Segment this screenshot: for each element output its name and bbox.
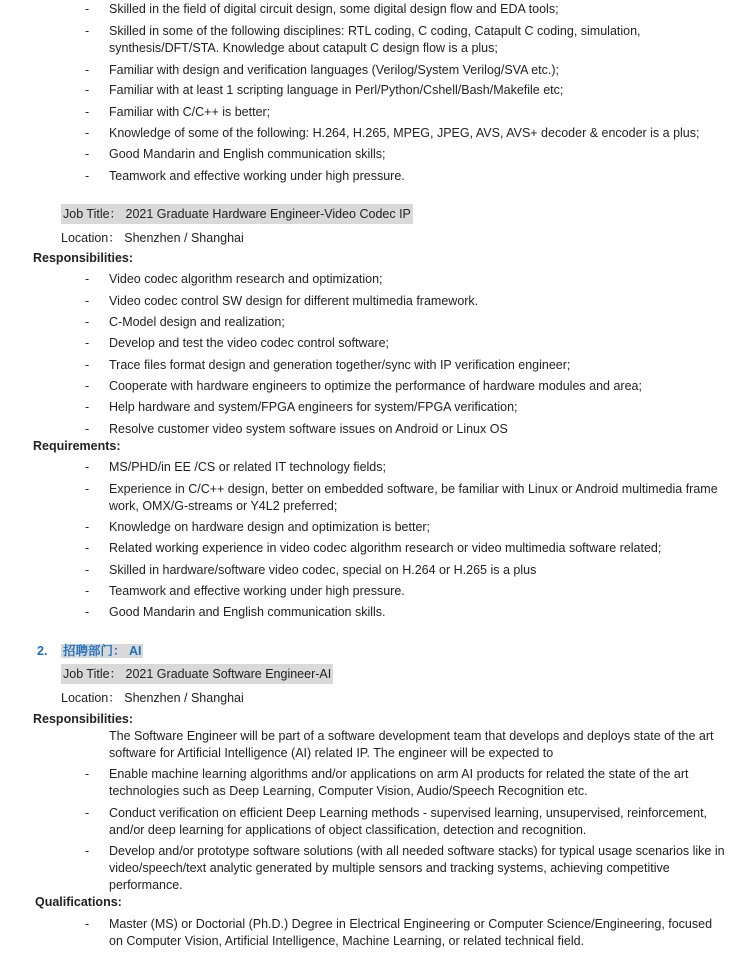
list-item: - Develop and/or prototype software solutions (with all needed software stacks) for typical usage scenarios like in video/speech/text analytic generated by multiple sensors and tracking systems, achieving competitive performance.: [109, 843, 729, 894]
list-item: - C-Model design and realization;: [109, 314, 729, 331]
list-item: - Teamwork and effective working under high pressure.: [109, 583, 729, 600]
list-item: - Familiar with C/C++ is better;: [109, 104, 729, 121]
list-item: - Good Mandarin and English communication skills.: [109, 604, 729, 621]
section-number: 2.: [37, 644, 48, 658]
job-location: Location： Shenzhen / Shanghai: [61, 231, 244, 245]
job-title: Job Title： 2021 Graduate Software Engineer-AI: [61, 664, 333, 684]
list-item: - Related working experience in video codec algorithm research or video multimedia software related;: [109, 540, 729, 557]
list-item: - Familiar with design and verification languages (Verilog/System Verilog/SVA etc.);: [109, 62, 729, 79]
qualifications-heading: Qualifications:: [35, 895, 122, 909]
job-location: Location： Shenzhen / Shanghai: [61, 691, 244, 705]
list-item: - Trace files format design and generation together/sync with IP verification engineer;: [109, 357, 729, 374]
list-item: - Familiar with at least 1 scripting language in Perl/Python/Cshell/Bash/Makefile etc;: [109, 82, 729, 99]
list-item: - Video codec control SW design for different multimedia framework.: [109, 293, 729, 310]
list-item: - Good Mandarin and English communication skills;: [109, 146, 729, 163]
list-item: - Conduct verification on efficient Deep Learning methods - supervised learning, unsupervised, reinforcement, and/or deep learning for applications of object classification, detection and recognition.: [109, 805, 729, 839]
list-item: - Video codec algorithm research and optimization;: [109, 271, 729, 288]
list-item: - MS/PHD/in EE /CS or related IT technology fields;: [109, 459, 729, 476]
list-item: - Help hardware and system/FPGA engineers for system/FPGA verification;: [109, 399, 729, 416]
list-item: - Cooperate with hardware engineers to optimize the performance of hardware modules and area;: [109, 378, 729, 395]
responsibilities-heading: Responsibilities:: [33, 251, 134, 265]
list-item: - Experience in C/C++ design, better on embedded software, be familiar with Linux or Android multimedia frame work, OMX/G-streams or Y4L2 preferred;: [109, 481, 729, 515]
list-item: - Resolve customer video system software issues on Android or Linux OS: [109, 421, 729, 438]
list-item: - Skilled in some of the following disciplines: RTL coding, C coding, Catapult C coding, simulation, synthesis/DFT/STA. Knowledge about catapult C design flow is a plus;: [109, 23, 729, 57]
list-item: - Develop and test the video codec control software;: [109, 335, 729, 352]
list-item: - Enable machine learning algorithms and/or applications on arm AI products for related the state of the art technologies such as Deep Learning, Computer Vision, Audio/Speech Recognition etc.: [109, 766, 729, 800]
list-item: - Skilled in hardware/software video codec, special on H.264 or H.265 is a plus: [109, 562, 729, 579]
list-item: - Master (MS) or Doctorial (Ph.D.) Degree in Electrical Engineering or Computer Science/Engineering, focused on Computer Vision, Artificial Intelligence, Machine Learning, or related technical field.: [109, 916, 729, 950]
section-label: 招聘部门： AI: [63, 644, 142, 658]
job-title: Job Title： 2021 Graduate Hardware Engineer-Video Codec IP: [61, 204, 413, 224]
list-item: - Skilled in the field of digital circuit design, some digital design flow and EDA tools;: [109, 1, 729, 18]
responsibilities-heading: Responsibilities:: [33, 712, 134, 726]
section-heading: [37, 642, 143, 660]
intro-paragraph: The Software Engineer will be part of a software development team that develops and deploys state of the art software for Artificial Intelligence (AI) related IP. The engineer will be expected to: [109, 729, 714, 760]
list-item: - Knowledge of some of the following: H.264, H.265, MPEG, JPEG, AVS, AVS+ decoder & encoder is a plus;: [109, 125, 729, 142]
list-item: - Knowledge on hardware design and optimization is better;: [109, 519, 729, 536]
requirements-heading: Requirements:: [33, 439, 121, 453]
list-item: - Teamwork and effective working under high pressure.: [109, 168, 729, 185]
